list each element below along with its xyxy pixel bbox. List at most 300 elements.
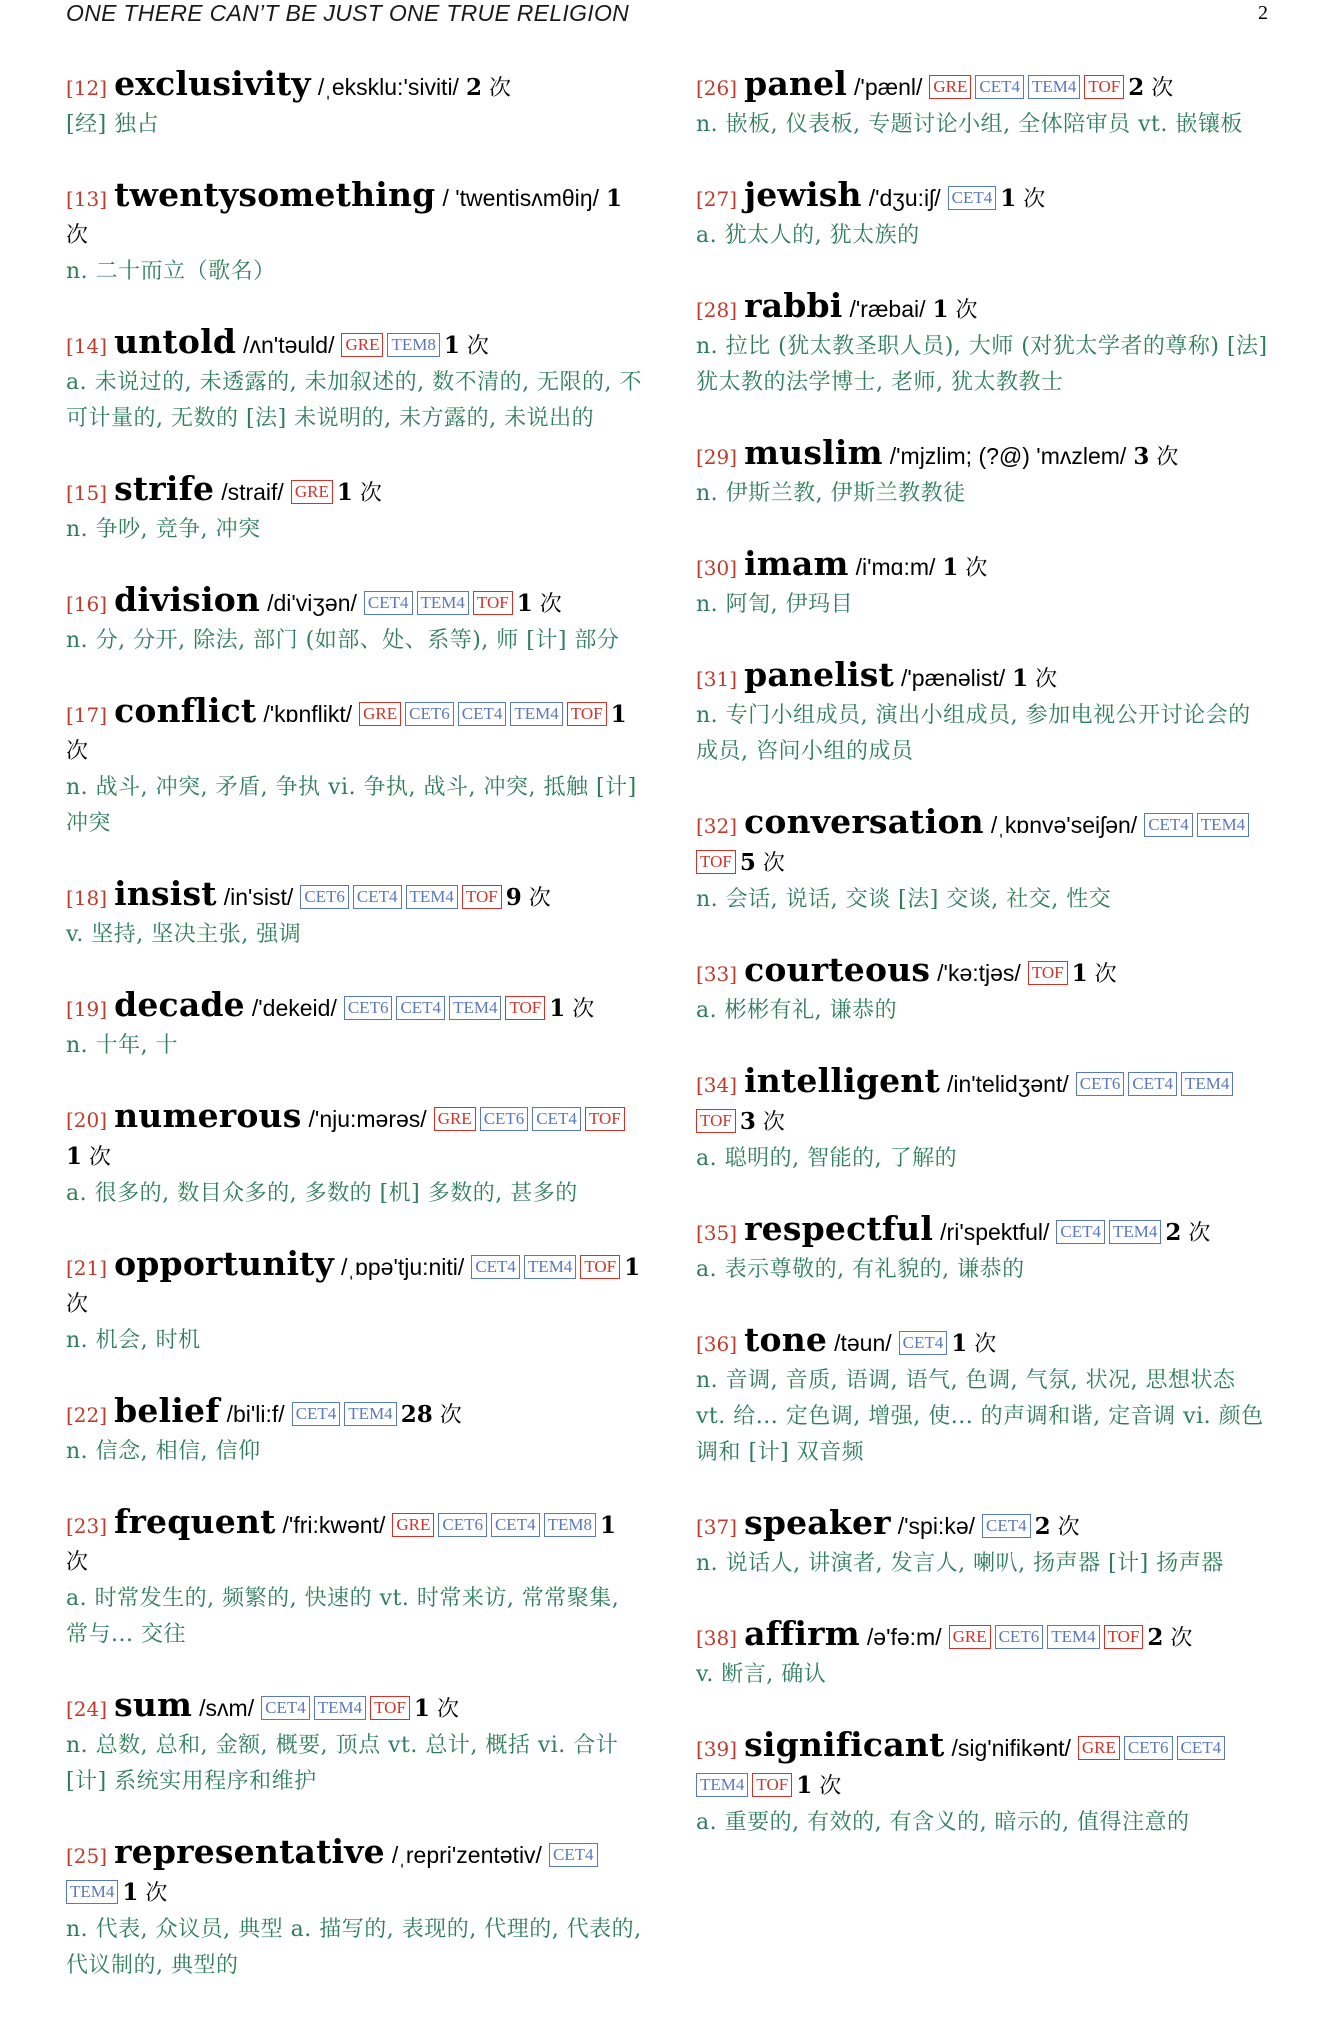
definition: a. 彬彬有礼, 谦恭的 (696, 998, 898, 1023)
exam-tag: GRE (929, 75, 971, 99)
count-unit: 次 (1170, 1626, 1193, 1651)
vocab-entry (66, 1504, 644, 1653)
entry-number: [16] (66, 592, 108, 616)
definition: n. 战斗, 冲突, 矛盾, 争执 vi. 争执, 战斗, 冲突, 抵触 [计] 冲突 (66, 775, 637, 836)
phonetic: /'pænl/ (854, 74, 923, 100)
count-number: 1 (66, 1143, 83, 1170)
count-unit: 次 (145, 1881, 168, 1906)
entry-number: [39] (696, 1737, 738, 1761)
exam-tag: TOF (1104, 1625, 1144, 1649)
phonetic: /ri'spektful/ (940, 1219, 1050, 1245)
phonetic: /ʌn'təuld/ (243, 332, 335, 358)
vocab-entry (66, 324, 644, 437)
entry-headline (66, 876, 644, 917)
running-title: ONE THERE CAN’T BE JUST ONE TRUE RELIGION (66, 0, 630, 26)
count-number: 1 (599, 1512, 616, 1539)
phonetic: /'ræbai/ (849, 296, 926, 322)
exam-tag: CET4 (1128, 1072, 1177, 1096)
exam-tag: CET4 (532, 1107, 581, 1131)
exam-tag: TEM4 (449, 996, 501, 1020)
definition: a. 很多的, 数目众多的, 多数的 [机] 多数的, 甚多的 (66, 1181, 578, 1206)
entry-number: [36] (696, 1332, 738, 1356)
count-number: 1 (1071, 960, 1088, 987)
entry-number: [20] (66, 1108, 108, 1132)
count-unit: 次 (436, 1697, 459, 1722)
phonetic: /'spi:kə/ (897, 1513, 976, 1539)
frequency-count (401, 1403, 462, 1428)
exam-tag: TOF (580, 1255, 620, 1279)
phonetic: /'kə:tjəs/ (937, 960, 1021, 986)
frequency-count (1128, 76, 1173, 101)
vocab-entry (696, 657, 1268, 770)
exam-tag: CET4 (1056, 1220, 1105, 1244)
exam-tag: TEM4 (344, 1402, 396, 1426)
exam-tag: TEM4 (1028, 75, 1080, 99)
phonetic: /di'viʒən/ (267, 590, 357, 616)
headword: representative (114, 1832, 385, 1871)
headword: panel (744, 64, 848, 103)
exam-tag: TOF (696, 1109, 736, 1133)
vocab-entry (696, 1505, 1268, 1582)
frequency-count (414, 1697, 459, 1722)
exam-tag: TOF (370, 1696, 410, 1720)
entry-headline (696, 1063, 1268, 1141)
count-number: 9 (505, 884, 522, 911)
entry-headline (696, 288, 1268, 329)
vocab-entry (66, 66, 644, 143)
phonetic: /'dʒu:iʃ/ (868, 185, 941, 211)
headword: muslim (744, 433, 883, 472)
exam-tag: CET6 (300, 885, 349, 909)
count-unit: 次 (66, 1292, 89, 1317)
entry-number: [29] (696, 445, 738, 469)
definition: a. 表示尊敬的, 有礼貌的, 谦恭的 (696, 1257, 1025, 1282)
entry-number: [26] (696, 76, 738, 100)
headword: frequent (114, 1502, 276, 1541)
count-unit: 次 (89, 1145, 112, 1170)
exam-tag: CET6 (480, 1107, 529, 1131)
phonetic: /in'sist/ (223, 884, 294, 910)
headword: decade (114, 985, 245, 1024)
count-unit: 次 (965, 556, 988, 581)
exam-tag: TOF (1028, 961, 1068, 985)
entry-number: [25] (66, 1844, 108, 1868)
count-unit: 次 (1094, 962, 1117, 987)
headword: opportunity (114, 1244, 335, 1283)
definition: n. 音调, 音质, 语调, 语气, 色调, 气氛, 状况, 思想状态 vt. 给... 定色调, 增强, 使... 的声调和谐, 定音调 vi. 颜色调和 [计] 双音频 (696, 1368, 1264, 1465)
frequency-count (122, 1881, 167, 1906)
frequency-count (933, 298, 978, 323)
frequency-count (506, 886, 551, 911)
headword: twentysomething (114, 175, 436, 214)
count-unit: 次 (66, 223, 89, 248)
phonetic: /straif/ (221, 479, 284, 505)
vocab-entry (66, 1246, 644, 1359)
exam-tag: CET4 (471, 1255, 520, 1279)
vocab-entry (66, 876, 644, 953)
exam-tag: CET4 (261, 1696, 310, 1720)
exam-tag: TOF (696, 850, 736, 874)
count-number: 1 (624, 1254, 641, 1281)
count-number: 1 (516, 590, 533, 617)
headword: jewish (744, 175, 862, 214)
count-number: 1 (932, 296, 949, 323)
entry-headline (696, 177, 1268, 218)
vocab-entry (696, 1727, 1268, 1841)
exam-tag: GRE (434, 1107, 476, 1131)
count-number: 1 (1000, 185, 1017, 212)
definition: a. 未说过的, 未透露的, 未加叙述的, 数不清的, 无限的, 不可计量的, 无数的 [法] 未说明的, 未方露的, 未说出的 (66, 370, 643, 431)
definition: a. 犹太人的, 犹太族的 (696, 223, 920, 248)
headword: untold (114, 322, 237, 361)
entry-headline (66, 582, 644, 623)
exam-tag: TEM4 (417, 591, 469, 615)
entry-headline (696, 435, 1268, 476)
count-number: 1 (942, 554, 959, 581)
vocab-entry (66, 582, 644, 659)
entry-headline (696, 1727, 1268, 1805)
entry-number: [24] (66, 1697, 108, 1721)
count-unit: 次 (1023, 187, 1046, 212)
definition: n. 阿訇, 伊玛目 (696, 592, 854, 617)
exam-tag: CET4 (458, 702, 507, 726)
count-unit: 次 (1035, 667, 1058, 692)
count-number: 1 (796, 1772, 813, 1799)
definition: a. 重要的, 有效的, 有含义的, 暗示的, 值得注意的 (696, 1810, 1190, 1835)
definition: a. 聪明的, 智能的, 了解的 (696, 1146, 958, 1171)
definition: n. 总数, 总和, 金额, 概要, 顶点 vt. 总计, 概括 vi. 合计 [计] 系统实用程序和维护 (66, 1733, 619, 1794)
entry-headline (66, 987, 644, 1028)
vocab-entry (66, 1393, 644, 1470)
headword: exclusivity (114, 64, 311, 103)
exam-tag: GRE (392, 1513, 434, 1537)
exam-tag: TEM4 (314, 1696, 366, 1720)
frequency-count (444, 334, 489, 359)
exam-tag: CET4 (396, 996, 445, 1020)
entry-number: [34] (696, 1073, 738, 1097)
exam-tag: CET6 (1124, 1736, 1173, 1760)
headword: belief (114, 1391, 220, 1430)
count-number: 1 (1012, 665, 1029, 692)
headword: insist (114, 874, 217, 913)
headword: rabbi (744, 286, 843, 325)
definition: n. 分, 分开, 除法, 部门 (如部、处、系等), 师 [计] 部分 (66, 628, 620, 653)
frequency-count (1035, 1515, 1080, 1540)
exam-tag: TOF (567, 702, 607, 726)
frequency-count (549, 997, 594, 1022)
entry-number: [32] (696, 814, 738, 838)
phonetic: /'pænəlist/ (901, 665, 1006, 691)
headword: strife (114, 469, 215, 508)
exam-tag: CET4 (549, 1843, 598, 1867)
vocab-entry (66, 987, 644, 1064)
frequency-count (1072, 962, 1117, 987)
exam-tag: TEM4 (1109, 1220, 1161, 1244)
count-number: 2 (1147, 1624, 1164, 1651)
vocab-entry (696, 804, 1268, 918)
definition: n. 争吵, 竞争, 冲突 (66, 517, 261, 542)
phonetic: /bi'li:f/ (226, 1401, 285, 1427)
frequency-count (517, 592, 562, 617)
headword: conflict (114, 691, 257, 730)
vocab-entry (696, 546, 1268, 623)
count-number: 5 (739, 849, 756, 876)
exam-tag: CET4 (948, 186, 997, 210)
count-unit: 次 (539, 592, 562, 617)
phonetic: /'mjzlim; (?@) 'mʌzlem/ (889, 443, 1127, 469)
vocab-entry (66, 1098, 644, 1212)
frequency-count (942, 556, 987, 581)
headword: sum (114, 1685, 193, 1724)
frequency-count (1133, 445, 1178, 470)
exam-tag: TOF (585, 1107, 625, 1131)
phonetic: /təun/ (834, 1330, 892, 1356)
headword: numerous (114, 1096, 302, 1135)
vocab-entry (66, 471, 644, 548)
phonetic: /'fri:kwənt/ (282, 1512, 386, 1538)
count-number: 2 (465, 74, 482, 101)
frequency-count (1012, 667, 1057, 692)
frequency-count (740, 851, 785, 876)
definition: [经] 独占 (66, 112, 160, 137)
entry-number: [38] (696, 1626, 738, 1650)
vocab-entry (696, 66, 1268, 143)
phonetic: /'kɒnflikt/ (263, 701, 353, 727)
exam-tag: TOF (462, 885, 502, 909)
headword: division (114, 580, 261, 619)
entry-headline (66, 1098, 644, 1176)
phonetic: /sig'nifikənt/ (951, 1735, 1071, 1761)
exam-tag: CET6 (438, 1513, 487, 1537)
entry-headline (696, 66, 1268, 107)
exam-tag: GRE (1078, 1736, 1120, 1760)
count-unit: 次 (528, 886, 551, 911)
exam-tag: TEM4 (1197, 813, 1249, 837)
exam-tag: TEM4 (1047, 1625, 1099, 1649)
count-unit: 次 (66, 739, 89, 764)
count-number: 28 (400, 1401, 433, 1428)
exam-tag: CET4 (491, 1513, 540, 1537)
definition: n. 伊斯兰教, 伊斯兰教教徒 (696, 481, 966, 506)
count-number: 3 (1133, 443, 1150, 470)
exam-tag: TOF (752, 1773, 792, 1797)
exam-tag: CET6 (405, 702, 454, 726)
entry-number: [22] (66, 1403, 108, 1427)
phonetic: /ə'fə:m/ (866, 1624, 942, 1650)
exam-tag: GRE (359, 702, 401, 726)
headword: speaker (744, 1503, 891, 1542)
entry-headline (696, 952, 1268, 993)
definition: n. 拉比 (犹太教圣职人员), 大师 (对犹太学者的尊称) [法] 犹太教的法学博士, 老师, 犹太教教士 (696, 334, 1268, 395)
exam-tag: TEM4 (510, 702, 562, 726)
phonetic: /ˌrepri'zentətiv/ (391, 1842, 542, 1868)
exam-tag: GRE (291, 480, 333, 504)
definition: n. 说话人, 讲演者, 发言人, 喇叭, 扬声器 [计] 扬声器 (696, 1551, 1224, 1576)
entry-headline (696, 1505, 1268, 1546)
count-number: 3 (739, 1108, 756, 1135)
count-unit: 次 (1057, 1515, 1080, 1540)
frequency-count (740, 1110, 785, 1135)
vocab-entry (696, 435, 1268, 512)
entry-number: [33] (696, 962, 738, 986)
entry-headline (66, 1246, 644, 1323)
exam-tag: CET4 (353, 885, 402, 909)
exam-tag: CET4 (982, 1514, 1031, 1538)
phonetic: /ˌɒpə'tju:niti/ (341, 1254, 465, 1280)
count-number: 2 (1034, 1513, 1051, 1540)
exam-tag: TEM4 (66, 1880, 118, 1904)
vocab-entry (66, 693, 644, 842)
exam-tag: TEM4 (1181, 1072, 1233, 1096)
exam-tag: TOF (473, 591, 513, 615)
entry-number: [31] (696, 667, 738, 691)
count-unit: 次 (66, 1550, 89, 1575)
entry-number: [21] (66, 1256, 108, 1280)
vocab-entry (696, 1063, 1268, 1177)
entry-headline (66, 177, 644, 254)
entry-headline (696, 657, 1268, 698)
count-number: 1 (122, 1879, 139, 1906)
count-number: 1 (605, 185, 622, 212)
definition: v. 坚持, 坚决主张, 强调 (66, 922, 302, 947)
count-unit: 次 (762, 851, 785, 876)
phonetic: /ˌkɒnvə'seiʃən/ (990, 812, 1138, 838)
exam-tag: CET6 (344, 996, 393, 1020)
exam-tag: CET4 (364, 591, 413, 615)
entry-number: [27] (696, 187, 738, 211)
phonetic: /in'telidʒənt/ (946, 1071, 1069, 1097)
exam-tag: CET4 (1144, 813, 1193, 837)
count-unit: 次 (974, 1332, 997, 1357)
exam-tag: CET4 (1177, 1736, 1226, 1760)
count-unit: 次 (819, 1774, 842, 1799)
vocab-entry (696, 288, 1268, 401)
left-column (66, 66, 644, 2018)
count-unit: 次 (439, 1403, 462, 1428)
entry-headline (66, 1834, 644, 1912)
count-unit: 次 (1188, 1221, 1211, 1246)
entry-number: [28] (696, 298, 738, 322)
exam-tag: CET6 (995, 1625, 1044, 1649)
exam-tag: TEM4 (696, 1773, 748, 1797)
vocab-entry (696, 952, 1268, 1029)
right-column (696, 66, 1268, 1875)
count-number: 1 (413, 1695, 430, 1722)
vocab-entry (696, 1211, 1268, 1288)
entry-number: [37] (696, 1515, 738, 1539)
exam-tag: TOF (505, 996, 545, 1020)
phonetic: /'nju:mərəs/ (308, 1106, 427, 1132)
phonetic: /'dekeid/ (251, 995, 337, 1021)
exam-tag: CET4 (975, 75, 1024, 99)
frequency-count (951, 1332, 996, 1357)
definition: n. 机会, 时机 (66, 1328, 201, 1353)
entry-headline (66, 1504, 644, 1581)
count-number: 1 (443, 332, 460, 359)
frequency-count (1147, 1626, 1192, 1651)
exam-tag: TEM4 (524, 1255, 576, 1279)
frequency-count (466, 76, 511, 101)
phonetic: / 'twentisʌmθiŋ/ (442, 185, 599, 211)
entry-headline (696, 1211, 1268, 1252)
entry-headline (696, 546, 1268, 587)
entry-number: [12] (66, 76, 108, 100)
exam-tag: GRE (341, 333, 383, 357)
definition: n. 信念, 相信, 信仰 (66, 1439, 261, 1464)
frequency-count (337, 481, 382, 506)
phonetic: /ˌeksklu:'siviti/ (317, 74, 459, 100)
entry-headline (66, 693, 644, 770)
frequency-count (796, 1774, 841, 1799)
vocab-entry (66, 177, 644, 290)
phonetic: /sʌm/ (199, 1695, 255, 1721)
exam-tag: TEM4 (406, 885, 458, 909)
headword: intelligent (744, 1061, 940, 1100)
count-unit: 次 (488, 76, 511, 101)
frequency-count (66, 1145, 111, 1170)
definition: n. 嵌板, 仪表板, 专题讨论小组, 全体陪审员 vt. 嵌镶板 (696, 112, 1243, 137)
frequency-count (1000, 187, 1045, 212)
entry-number: [30] (696, 556, 738, 580)
frequency-count (1165, 1221, 1210, 1246)
entry-number: [35] (696, 1221, 738, 1245)
headword: affirm (744, 1614, 860, 1653)
definition: n. 专门小组成员, 演出小组成员, 参加电视公开讨论会的成员, 咨问小组的成员 (696, 703, 1251, 764)
definition: n. 十年, 十 (66, 1033, 179, 1058)
phonetic: /i'mɑ:m/ (855, 554, 936, 580)
entry-headline (696, 1616, 1268, 1657)
definition: a. 时常发生的, 频繁的, 快速的 vt. 时常来访, 常常聚集, 常与... 交往 (66, 1586, 620, 1647)
entry-headline (66, 324, 644, 365)
exam-tag: CET4 (899, 1331, 948, 1355)
count-unit: 次 (955, 298, 978, 323)
count-number: 1 (610, 701, 627, 728)
entry-number: [17] (66, 703, 108, 727)
entry-headline (696, 1322, 1268, 1363)
count-unit: 次 (762, 1110, 785, 1135)
exam-tag: CET6 (1076, 1072, 1125, 1096)
exam-tag: TEM8 (544, 1513, 596, 1537)
count-unit: 次 (1156, 445, 1179, 470)
entry-number: [15] (66, 481, 108, 505)
exam-tag: TEM8 (387, 333, 439, 357)
headword: tone (744, 1320, 828, 1359)
definition: v. 断言, 确认 (696, 1662, 827, 1687)
entry-number: [19] (66, 997, 108, 1021)
count-number: 2 (1165, 1219, 1182, 1246)
count-number: 1 (336, 479, 353, 506)
headword: significant (744, 1725, 945, 1764)
exam-tag: GRE (949, 1625, 991, 1649)
entry-headline (66, 66, 644, 107)
entry-headline (66, 1393, 644, 1434)
vocab-entry (696, 1616, 1268, 1693)
count-unit: 次 (1151, 76, 1174, 101)
definition: n. 二十而立（歌名） (66, 259, 276, 284)
entry-headline (66, 471, 644, 512)
headword: panelist (744, 655, 895, 694)
exam-tag: CET4 (292, 1402, 341, 1426)
headword: courteous (744, 950, 931, 989)
entry-number: [23] (66, 1514, 108, 1538)
count-unit: 次 (466, 334, 489, 359)
entry-headline (696, 804, 1268, 882)
vocab-entry (66, 1834, 644, 1984)
headword: respectful (744, 1209, 934, 1248)
headword: conversation (744, 802, 984, 841)
entry-number: [14] (66, 334, 108, 358)
entry-number: [18] (66, 886, 108, 910)
